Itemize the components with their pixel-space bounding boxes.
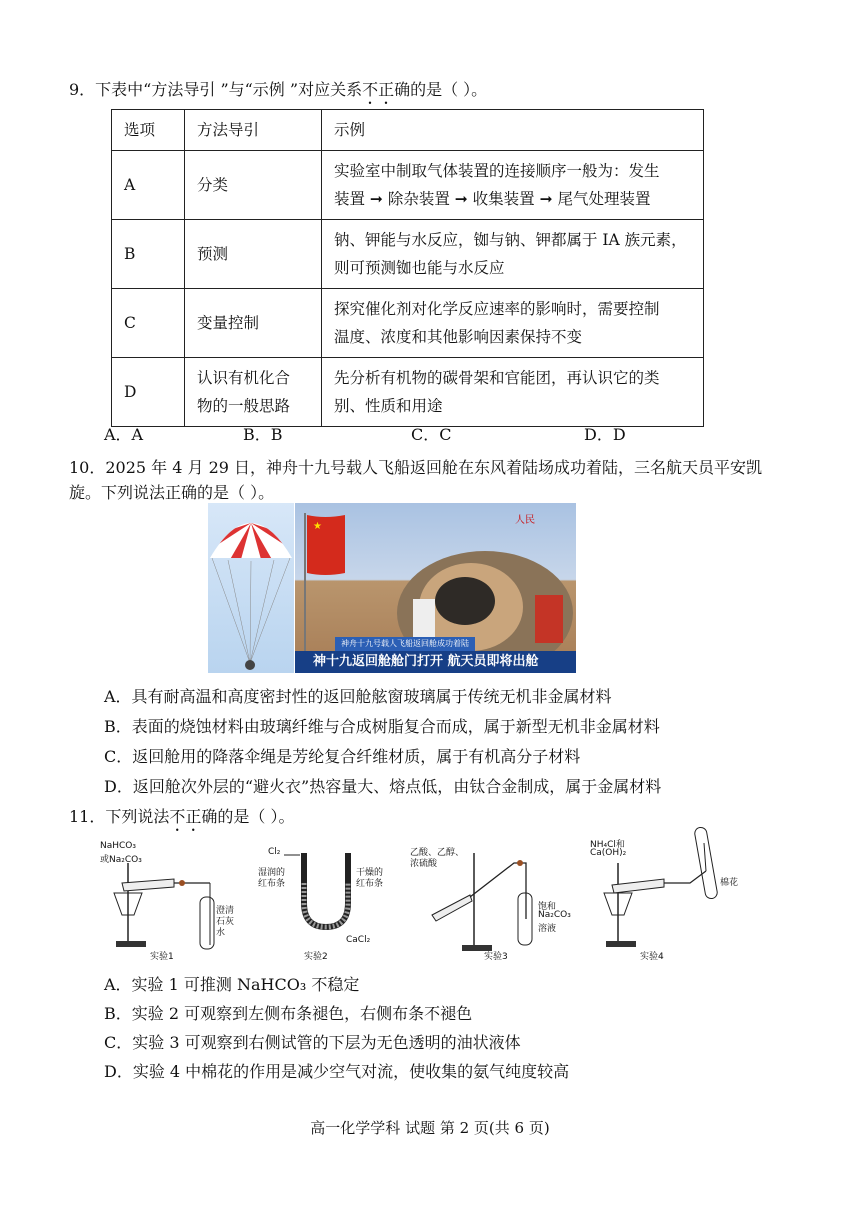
exp2-left-label: 湿润的: [258, 868, 286, 878]
method-line: 认识有机化合: [197, 369, 291, 387]
q10-option-a[interactable]: A．具有耐高温和高度密封性的返回舱舷窗玻璃属于传统无机非金属材料: [104, 687, 612, 706]
row-example: [322, 289, 704, 358]
return-capsule-photo: [295, 503, 576, 673]
table-row: [112, 358, 704, 427]
exp2-name: 实验2: [304, 952, 328, 962]
exp2-left-label: 红布条: [258, 879, 286, 889]
method-line: 物的一般思路: [197, 397, 291, 415]
exp3-solution-line: Na₂CO₃: [538, 910, 571, 920]
exp3-solution-line: 饱和: [538, 902, 557, 912]
exp4-cotton-label: 棉花: [720, 878, 739, 888]
exp3-reagent: 浓硫酸: [410, 859, 438, 869]
experiment-1-diagram: [98, 823, 248, 965]
exp1-solution-line: 水: [216, 928, 226, 938]
row-example: [322, 151, 704, 220]
header-option: 选项: [112, 110, 185, 151]
q10-stem-line2: 旋。下列说法正确的是（ ）。: [69, 483, 275, 502]
example-line: 实验室中制取气体装置的连接顺序一般为：发生: [334, 162, 660, 180]
page-footer: 高一化学学科 试题 第 2 页(共 6 页): [310, 1119, 550, 1137]
example-line: 则可预测铷也能与水反应: [334, 259, 505, 277]
q11-option-b[interactable]: B．实验 2 可观察到左侧布条褪色，右侧布条不褪色: [104, 1004, 473, 1023]
header-example: 示例: [322, 110, 704, 151]
exp1-reagent2: 或Na₂CO₃: [100, 855, 142, 865]
q9-option-d[interactable]: D．D: [584, 425, 626, 444]
caption-small: 神舟十九号载人飞船返回舱成功着陆: [335, 637, 475, 651]
row-method: 变量控制: [185, 289, 322, 358]
q10-option-b[interactable]: B．表面的烧蚀材料由玻璃纤维与合成树脂复合而成，属于新型无机非金属材料: [104, 717, 660, 736]
q11-stem-prefix: 11．下列说法: [69, 807, 170, 826]
table-header-row: [112, 110, 704, 151]
parachute-photo: [208, 503, 294, 673]
row-method: 预测: [185, 220, 322, 289]
q10-option-c[interactable]: C．返回舱用的降落伞绳是芳纶复合纤维材质，属于有机高分子材料: [104, 747, 581, 766]
table-row: [112, 220, 704, 289]
exp4-reagent: NH₄Cl和: [590, 840, 625, 850]
q10-option-d[interactable]: D．返回舱次外层的“避火衣”热容量大、熔点低，由钛合金制成，属于金属材料: [104, 777, 662, 796]
exp3-solution-line: 溶液: [538, 924, 557, 934]
row-example: [322, 358, 704, 427]
example-line: 先分析有机物的碳骨架和官能团，再认识它的类: [334, 369, 660, 387]
q9-stem-suffix: 确的是（ ）。: [394, 80, 488, 99]
example-line: 温度、浓度和其他影响因素保持不变: [334, 328, 583, 346]
row-option: D: [112, 358, 185, 427]
q11-stem-suffix: 确的是（ ）。: [201, 807, 295, 826]
experiment-4-diagram: [590, 823, 740, 965]
exp1-solution-line: 石灰: [216, 917, 235, 927]
experiment-3-diagram: [410, 823, 580, 965]
exp1-reagent1: NaHCO₃: [100, 841, 136, 851]
q10-stem-line1: 10．2025 年 4 月 29 日，神舟十九号载人飞船返回舱在东风着陆场成功着陆，三名航天员平安凯: [69, 458, 763, 477]
q9-option-b[interactable]: B．B: [243, 425, 283, 444]
q11-option-a[interactable]: A．实验 1 可推测 NaHCO₃ 不稳定: [104, 975, 360, 994]
q9-stem-prefix: 9．下表中“方法导引 ”与“示例 ”对应关系: [69, 80, 363, 99]
q11-stem-emphasis: 不正: [169, 807, 202, 826]
row-example: [322, 220, 704, 289]
q11-option-c[interactable]: C．实验 3 可观察到右侧试管的下层为无色透明的油状液体: [104, 1033, 521, 1052]
q11-option-d[interactable]: D．实验 4 中棉花的作用是减少空气对流，使收集的氨气纯度较高: [104, 1062, 570, 1081]
caption-bar: 神十九返回舱舱门打开 航天员即将出舱: [295, 651, 576, 673]
table-row: [112, 289, 704, 358]
header-method: 方法导引: [185, 110, 322, 151]
row-method: [185, 358, 322, 427]
exp2-right-label: 红布条: [356, 879, 384, 889]
exp1-name: 实验1: [150, 952, 174, 962]
exp2-dryer: CaCl₂: [346, 935, 371, 945]
q9-stem-emphasis: 不正: [362, 80, 395, 99]
svg-text:★: ★: [313, 521, 322, 532]
row-option: C: [112, 289, 185, 358]
row-option: A: [112, 151, 185, 220]
exp2-gas: Cl₂: [268, 847, 281, 857]
q9-stem: [69, 77, 487, 108]
q9-table: [111, 109, 704, 427]
exp4-name: 实验4: [640, 952, 664, 962]
q9-option-c[interactable]: C．C: [411, 425, 452, 444]
exp4-reagent: Ca(OH)₂: [590, 848, 627, 858]
svg-text:人民: 人民: [515, 515, 535, 526]
example-line: 探究催化剂对化学反应速率的影响时，需要控制: [334, 300, 660, 318]
exp3-name: 实验3: [484, 952, 508, 962]
row-method: 分类: [185, 151, 322, 220]
exp1-solution-line: 澄清: [216, 906, 235, 916]
example-line: 别、性质和用途: [334, 397, 443, 415]
row-option: B: [112, 220, 185, 289]
exp3-reagent: 乙酸、乙醇、: [410, 848, 465, 858]
example-line: 钠、钾能与水反应，铷与钠、钾都属于 IA 族元素，: [334, 231, 687, 249]
experiment-2-diagram: [258, 823, 388, 965]
table-row: [112, 151, 704, 220]
q9-option-a[interactable]: A．A: [104, 425, 144, 444]
exp2-right-label: 干燥的: [356, 868, 384, 878]
example-line: 装置 ➞ 除杂装置 ➞ 收集装置 ➞ 尾气处理装置: [334, 190, 651, 208]
